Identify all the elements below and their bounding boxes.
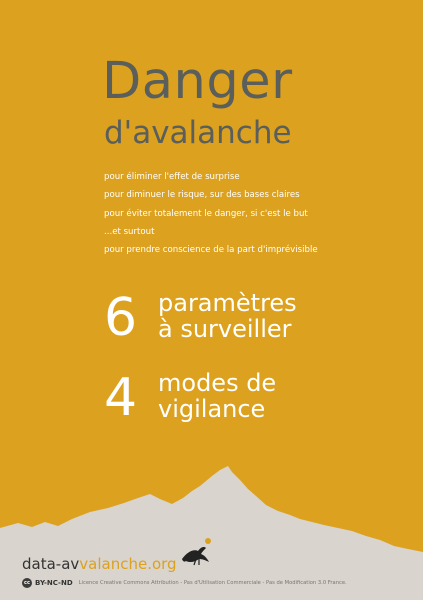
page-subtitle: d'avalanche [104, 115, 292, 151]
purpose-line: pour éliminer l'effet de surprise [104, 172, 240, 182]
cc-icon: cc [22, 578, 32, 588]
purpose-line: pour prendre conscience de la part d'imprévisible [104, 245, 318, 256]
brand-part2: valanche.org [79, 555, 177, 573]
purpose-line: ...et surtout [104, 226, 155, 237]
brand-logo [22, 557, 177, 572]
purpose-line: pour diminuer le risque, sur des bases claires [104, 190, 300, 201]
brand-part1: data-av [22, 555, 80, 573]
stat-number-modes: 4 [104, 368, 138, 428]
bird-icon [180, 537, 214, 567]
stat-label-line: paramètres [158, 289, 297, 317]
purpose-line: pour éviter totalement le danger, si c'est le but [104, 208, 308, 219]
license-code: BY-NC-ND [35, 579, 73, 587]
page-title: Danger [102, 52, 293, 111]
stat-number-parameters: 6 [104, 288, 138, 348]
license-text: Licence Creative Commons Attribution - Pas d'Utilisation Commerciale - Pas de Modification 3.0 France. [78, 580, 347, 586]
stat-label-line: à surveiller [158, 315, 292, 343]
stat-label-line: modes de [158, 369, 277, 397]
license-line [22, 576, 347, 590]
stat-label-line: vigilance [158, 395, 266, 423]
